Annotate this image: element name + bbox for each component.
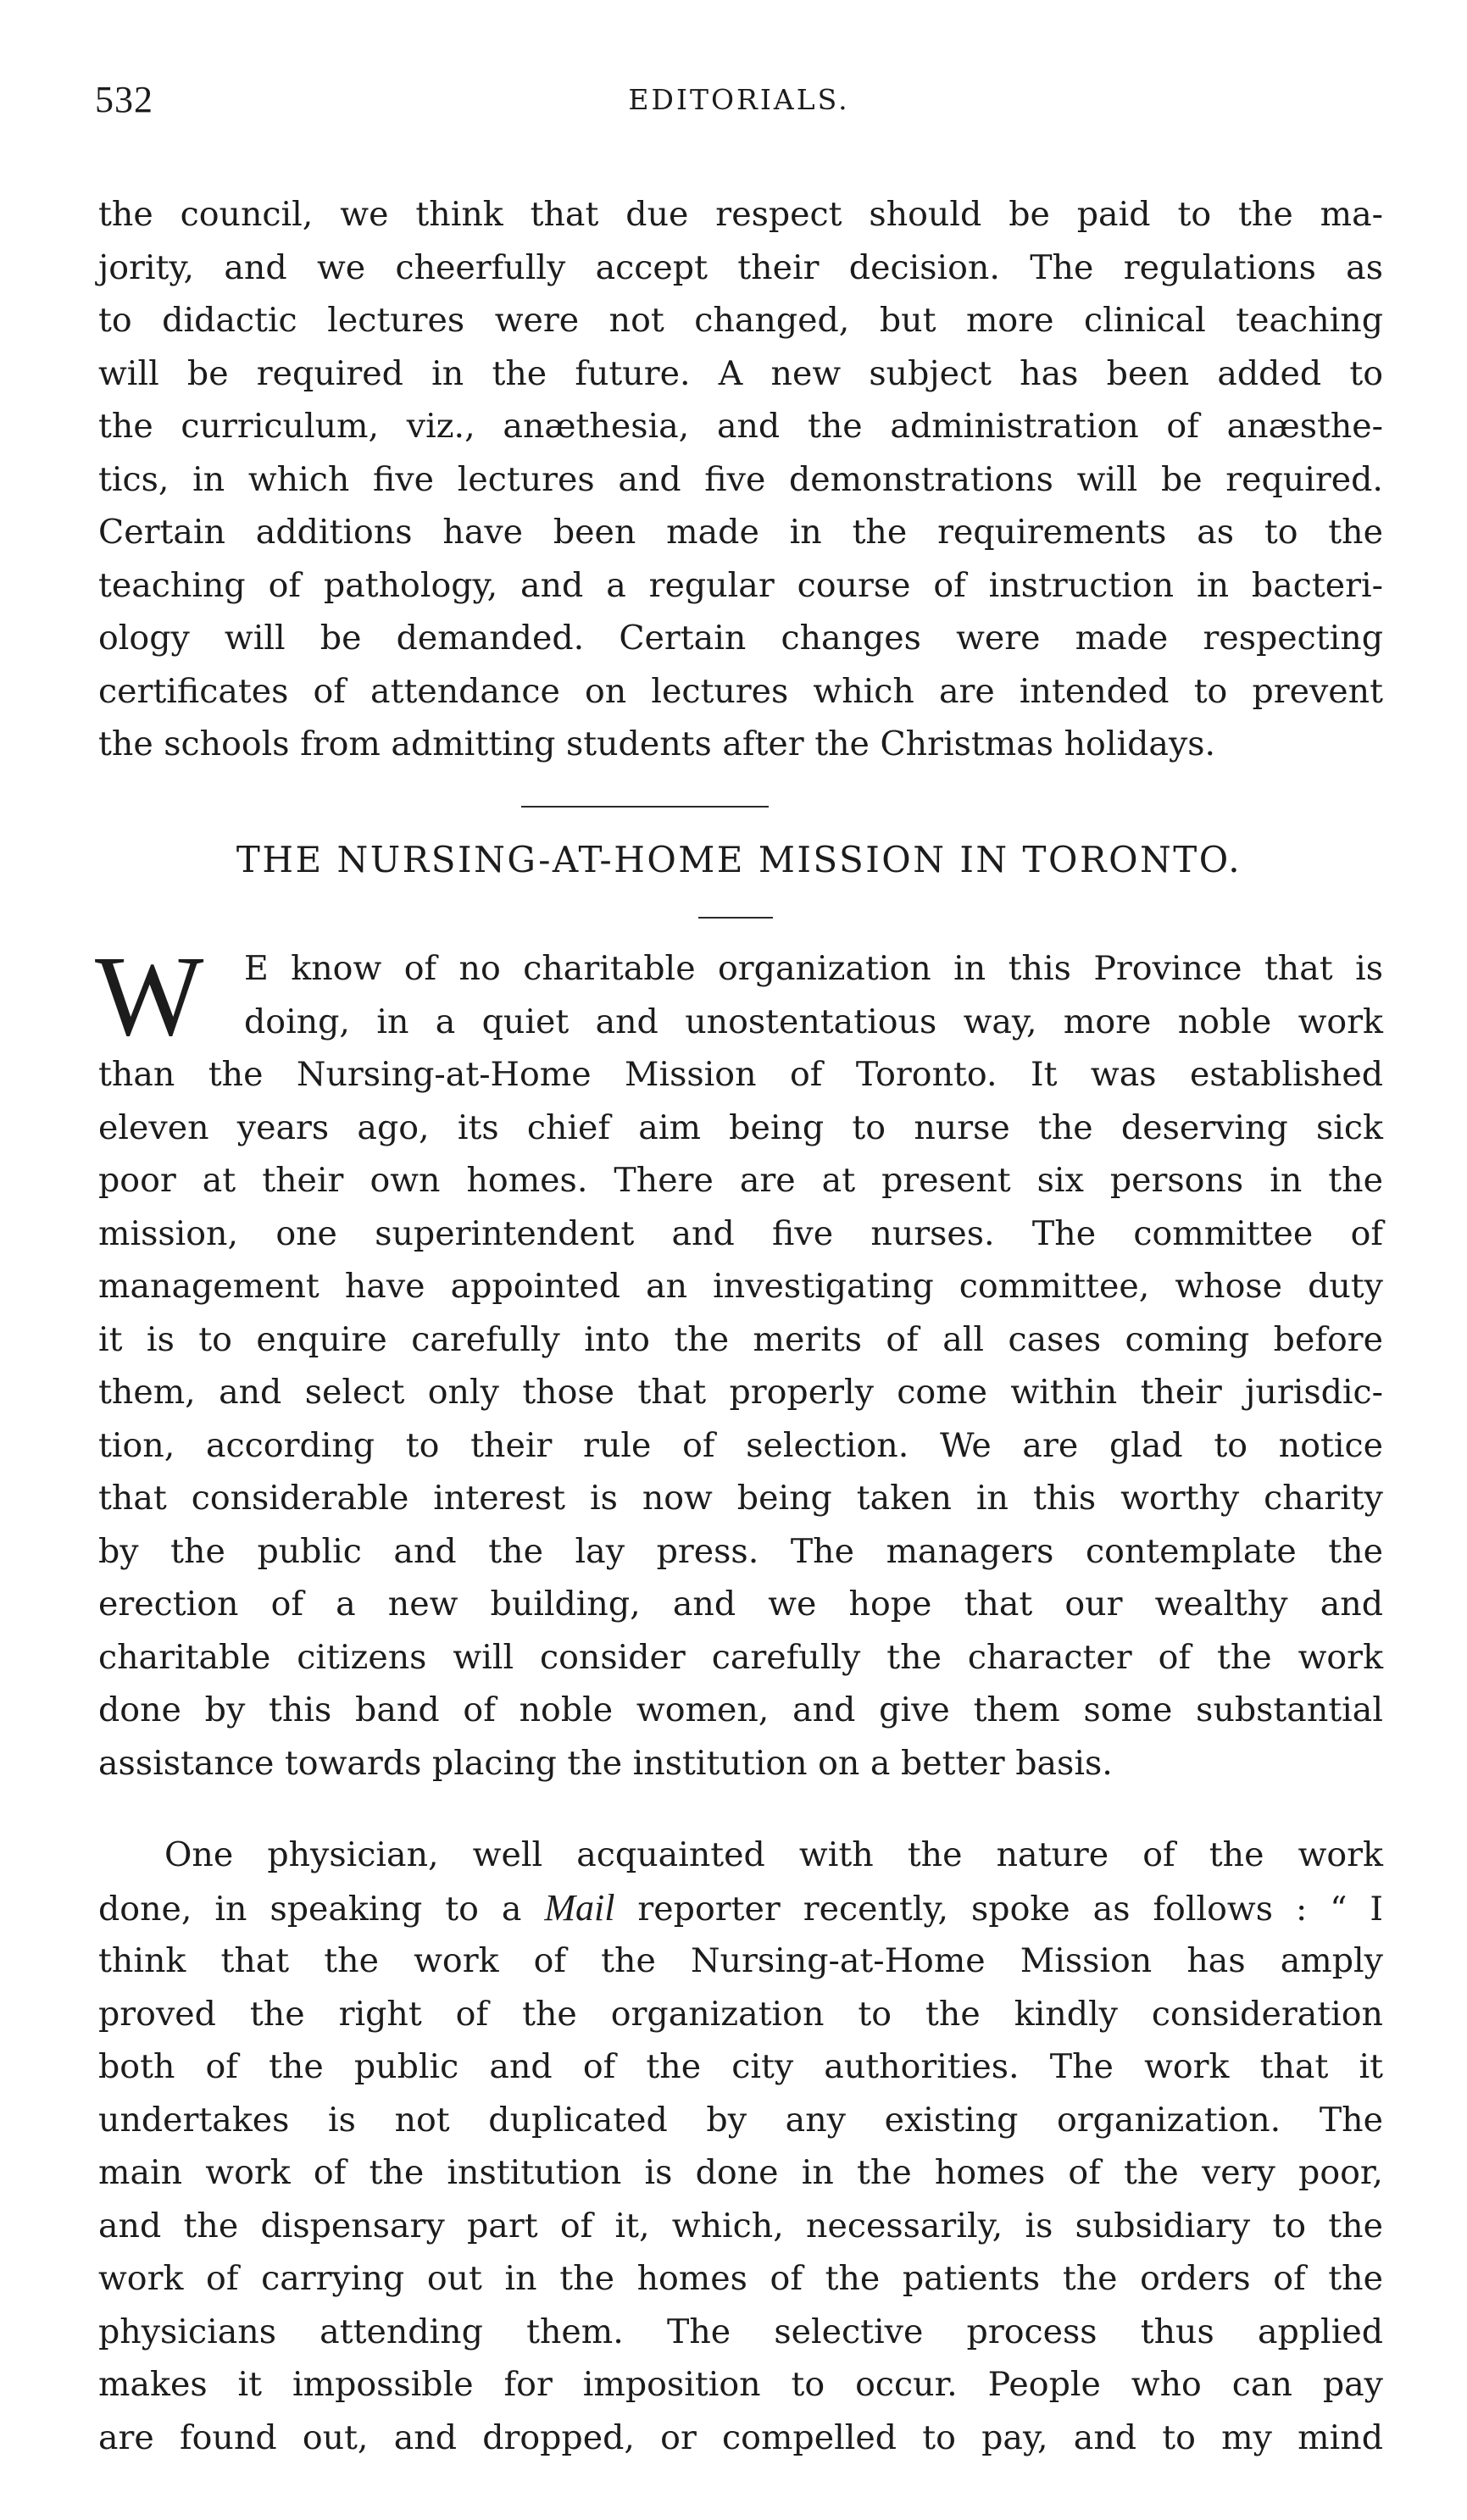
text-line: tion, according to their rule of selection. We are glad to notice xyxy=(98,1425,1383,1465)
text-line: will be required in the future. A new subject has been added to xyxy=(98,353,1383,393)
italic-newspaper-name: Mail xyxy=(544,1886,615,1929)
text-line: to didactic lectures were not changed, but more clinical teaching xyxy=(98,301,1383,340)
text-line: that considerable interest is now being taken in this worthy charity xyxy=(98,1479,1383,1518)
text-line: ology will be demanded. Certain changes were made respecting xyxy=(98,619,1383,658)
text-fragment: reporter recently, spoke as follows : “ I xyxy=(614,1889,1383,1929)
text-line: them, and select only those that properly come within their jurisdic- xyxy=(98,1373,1383,1412)
text-line: makes it impossible for imposition to occur. People who can pay xyxy=(98,2365,1383,2404)
page-header xyxy=(95,78,1383,129)
paragraph-physician-quote xyxy=(98,1829,1383,2464)
paragraph-council-regulations xyxy=(98,188,1383,771)
text-line: by the public and the lay press. The managers contemplate the xyxy=(98,1531,1383,1571)
text-line: erection of a new building, and we hope that our wealthy and xyxy=(98,1585,1383,1624)
text-line: done by this band of noble women, and give them some substantial xyxy=(98,1690,1383,1729)
text-line: it is to enquire carefully into the merits of all cases coming before xyxy=(98,1319,1383,1359)
text-line: the schools from admitting students after the Christmas holidays. xyxy=(98,724,1216,763)
text-line: assistance towards placing the institution on a better basis. xyxy=(98,1743,1113,1783)
text-line: both of the public and of the city authorities. The work that it xyxy=(98,2047,1383,2086)
text-line: the curriculum, viz., anæthesia, and the administration of anæsthe- xyxy=(98,407,1383,446)
text-line: One physician, well acquainted with the nature of the work xyxy=(164,1835,1383,1874)
text-line: work of carrying out in the homes of the patients the orders of the xyxy=(98,2259,1383,2298)
text-line: teaching of pathology, and a regular course of instruction in bacteri- xyxy=(98,565,1383,605)
text-line-with-italic xyxy=(98,1882,1383,1935)
text-line: poor at their own homes. There are at present six persons in the xyxy=(98,1161,1383,1200)
text-line: than the Nursing-at-Home Mission of Toronto. It was established xyxy=(98,1055,1383,1094)
text-line: proved the right of the organization to the kindly consideration xyxy=(98,1994,1383,2034)
text-line: E know of no charitable organization in this Province that is xyxy=(244,949,1383,988)
text-line: charitable citizens will consider carefully the character of the work xyxy=(98,1637,1383,1677)
text-line: main work of the institution is done in the homes of the very poor, xyxy=(98,2153,1383,2192)
text-line: physicians attending them. The selective process thus applied xyxy=(98,2312,1383,2351)
text-line: the council, we think that due respect should be paid to the ma- xyxy=(98,195,1383,234)
page-number: 532 xyxy=(95,79,153,120)
text-line: think that the work of the Nursing-at-Home Mission has amply xyxy=(98,1941,1383,1980)
running-head: EDITORIALS. xyxy=(628,83,850,116)
text-line: certificates of attendance on lectures which are intended to prevent xyxy=(98,671,1383,711)
text-line: mission, one superintendent and five nurses. The committee of xyxy=(98,1213,1383,1253)
title-underline xyxy=(698,917,773,919)
paragraph-mission-intro xyxy=(98,942,1383,1790)
section-title: THE NURSING-AT-HOME MISSION IN TORONTO. xyxy=(236,839,1242,880)
text-line: Certain additions have been made in the requirements as to the xyxy=(98,513,1383,552)
text-line: doing, in a quiet and unostentatious way, more noble work xyxy=(244,1002,1383,1041)
section-divider xyxy=(521,806,769,808)
text-line: tics, in which five lectures and five demonstrations will be required. xyxy=(98,459,1383,499)
text-line: jority, and we cheerfully accept their decision. The regulations as xyxy=(98,247,1383,287)
text-line: undertakes is not duplicated by any existing organization. The xyxy=(98,2100,1383,2140)
text-line: and the dispensary part of it, which, necessarily, is subsidiary to the xyxy=(98,2206,1383,2245)
text-line: are found out, and dropped, or compelled to pay, and to my mind xyxy=(98,2417,1383,2457)
drop-cap: W xyxy=(95,933,204,1060)
text-line: eleven years ago, its chief aim being to nurse the deserving sick xyxy=(98,1107,1383,1147)
text-line: management have appointed an investigating committee, whose duty xyxy=(98,1267,1383,1306)
text-fragment: done, in speaking to a xyxy=(98,1889,545,1929)
